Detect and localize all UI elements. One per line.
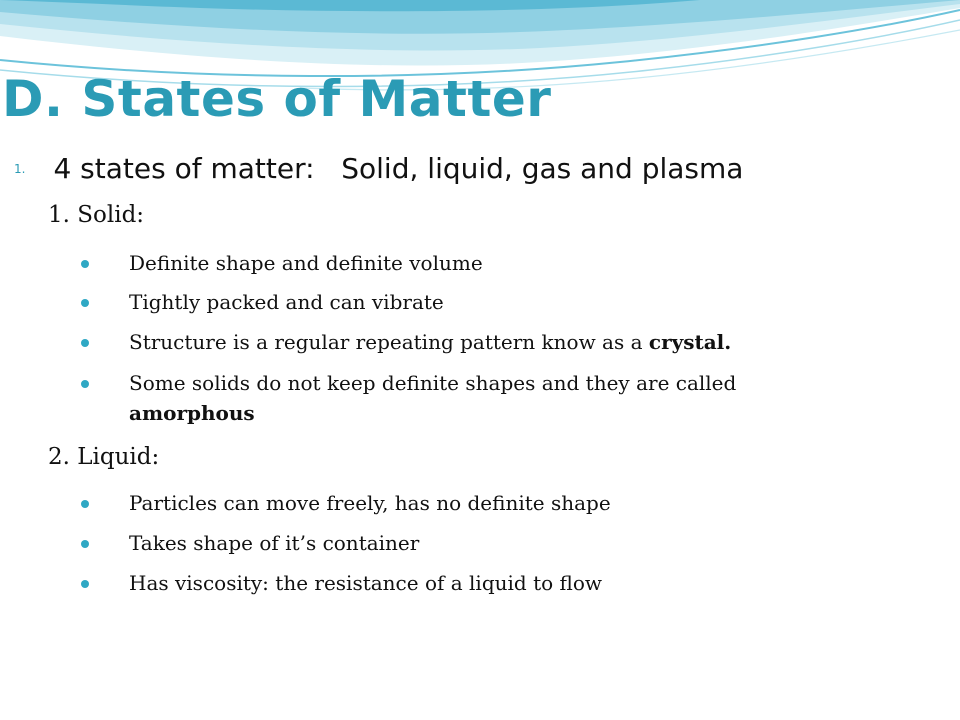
- list-item: [129, 488, 859, 518]
- bullet-text: Takes shape of it’s container: [129, 531, 420, 555]
- liquid-heading: 2. Liquid:: [48, 444, 160, 470]
- solid-heading: 1. Solid:: [48, 202, 145, 228]
- list-item-states: [14, 152, 743, 185]
- list-item: [129, 528, 859, 558]
- bullet-icon: [81, 339, 89, 347]
- bullet-text: Definite shape and definite volume: [129, 251, 483, 275]
- list-item: [129, 327, 859, 357]
- bullet-icon: [81, 500, 89, 508]
- crystal-term: crystal.: [648, 330, 732, 354]
- amorphous-term: amorphous: [129, 401, 255, 425]
- bullet-icon: [81, 260, 89, 268]
- list-item: [129, 568, 859, 598]
- bullet-icon: [81, 380, 89, 388]
- bullet-text: Structure is a regular repeating pattern know as a: [129, 330, 649, 354]
- states-lead: 4 states of matter:: [53, 152, 315, 185]
- bullet-icon: [81, 580, 89, 588]
- list-item: [129, 368, 859, 428]
- bullet-text: Particles can move freely, has no definite shape: [129, 491, 611, 515]
- states-list: Solid, liquid, gas and plasma: [341, 152, 744, 185]
- bullet-icon: [81, 299, 89, 307]
- slide-title: D. States of Matter: [2, 70, 552, 128]
- list-number: 1.: [14, 162, 26, 176]
- bullet-text: Some solids do not keep definite shapes and they are called: [129, 371, 737, 395]
- list-item: [129, 248, 859, 278]
- bullet-text: Has viscosity: the resistance of a liquid to flow: [129, 571, 602, 595]
- bullet-icon: [81, 540, 89, 548]
- bullet-text: Tightly packed and can vibrate: [129, 290, 444, 314]
- list-item: [129, 287, 859, 317]
